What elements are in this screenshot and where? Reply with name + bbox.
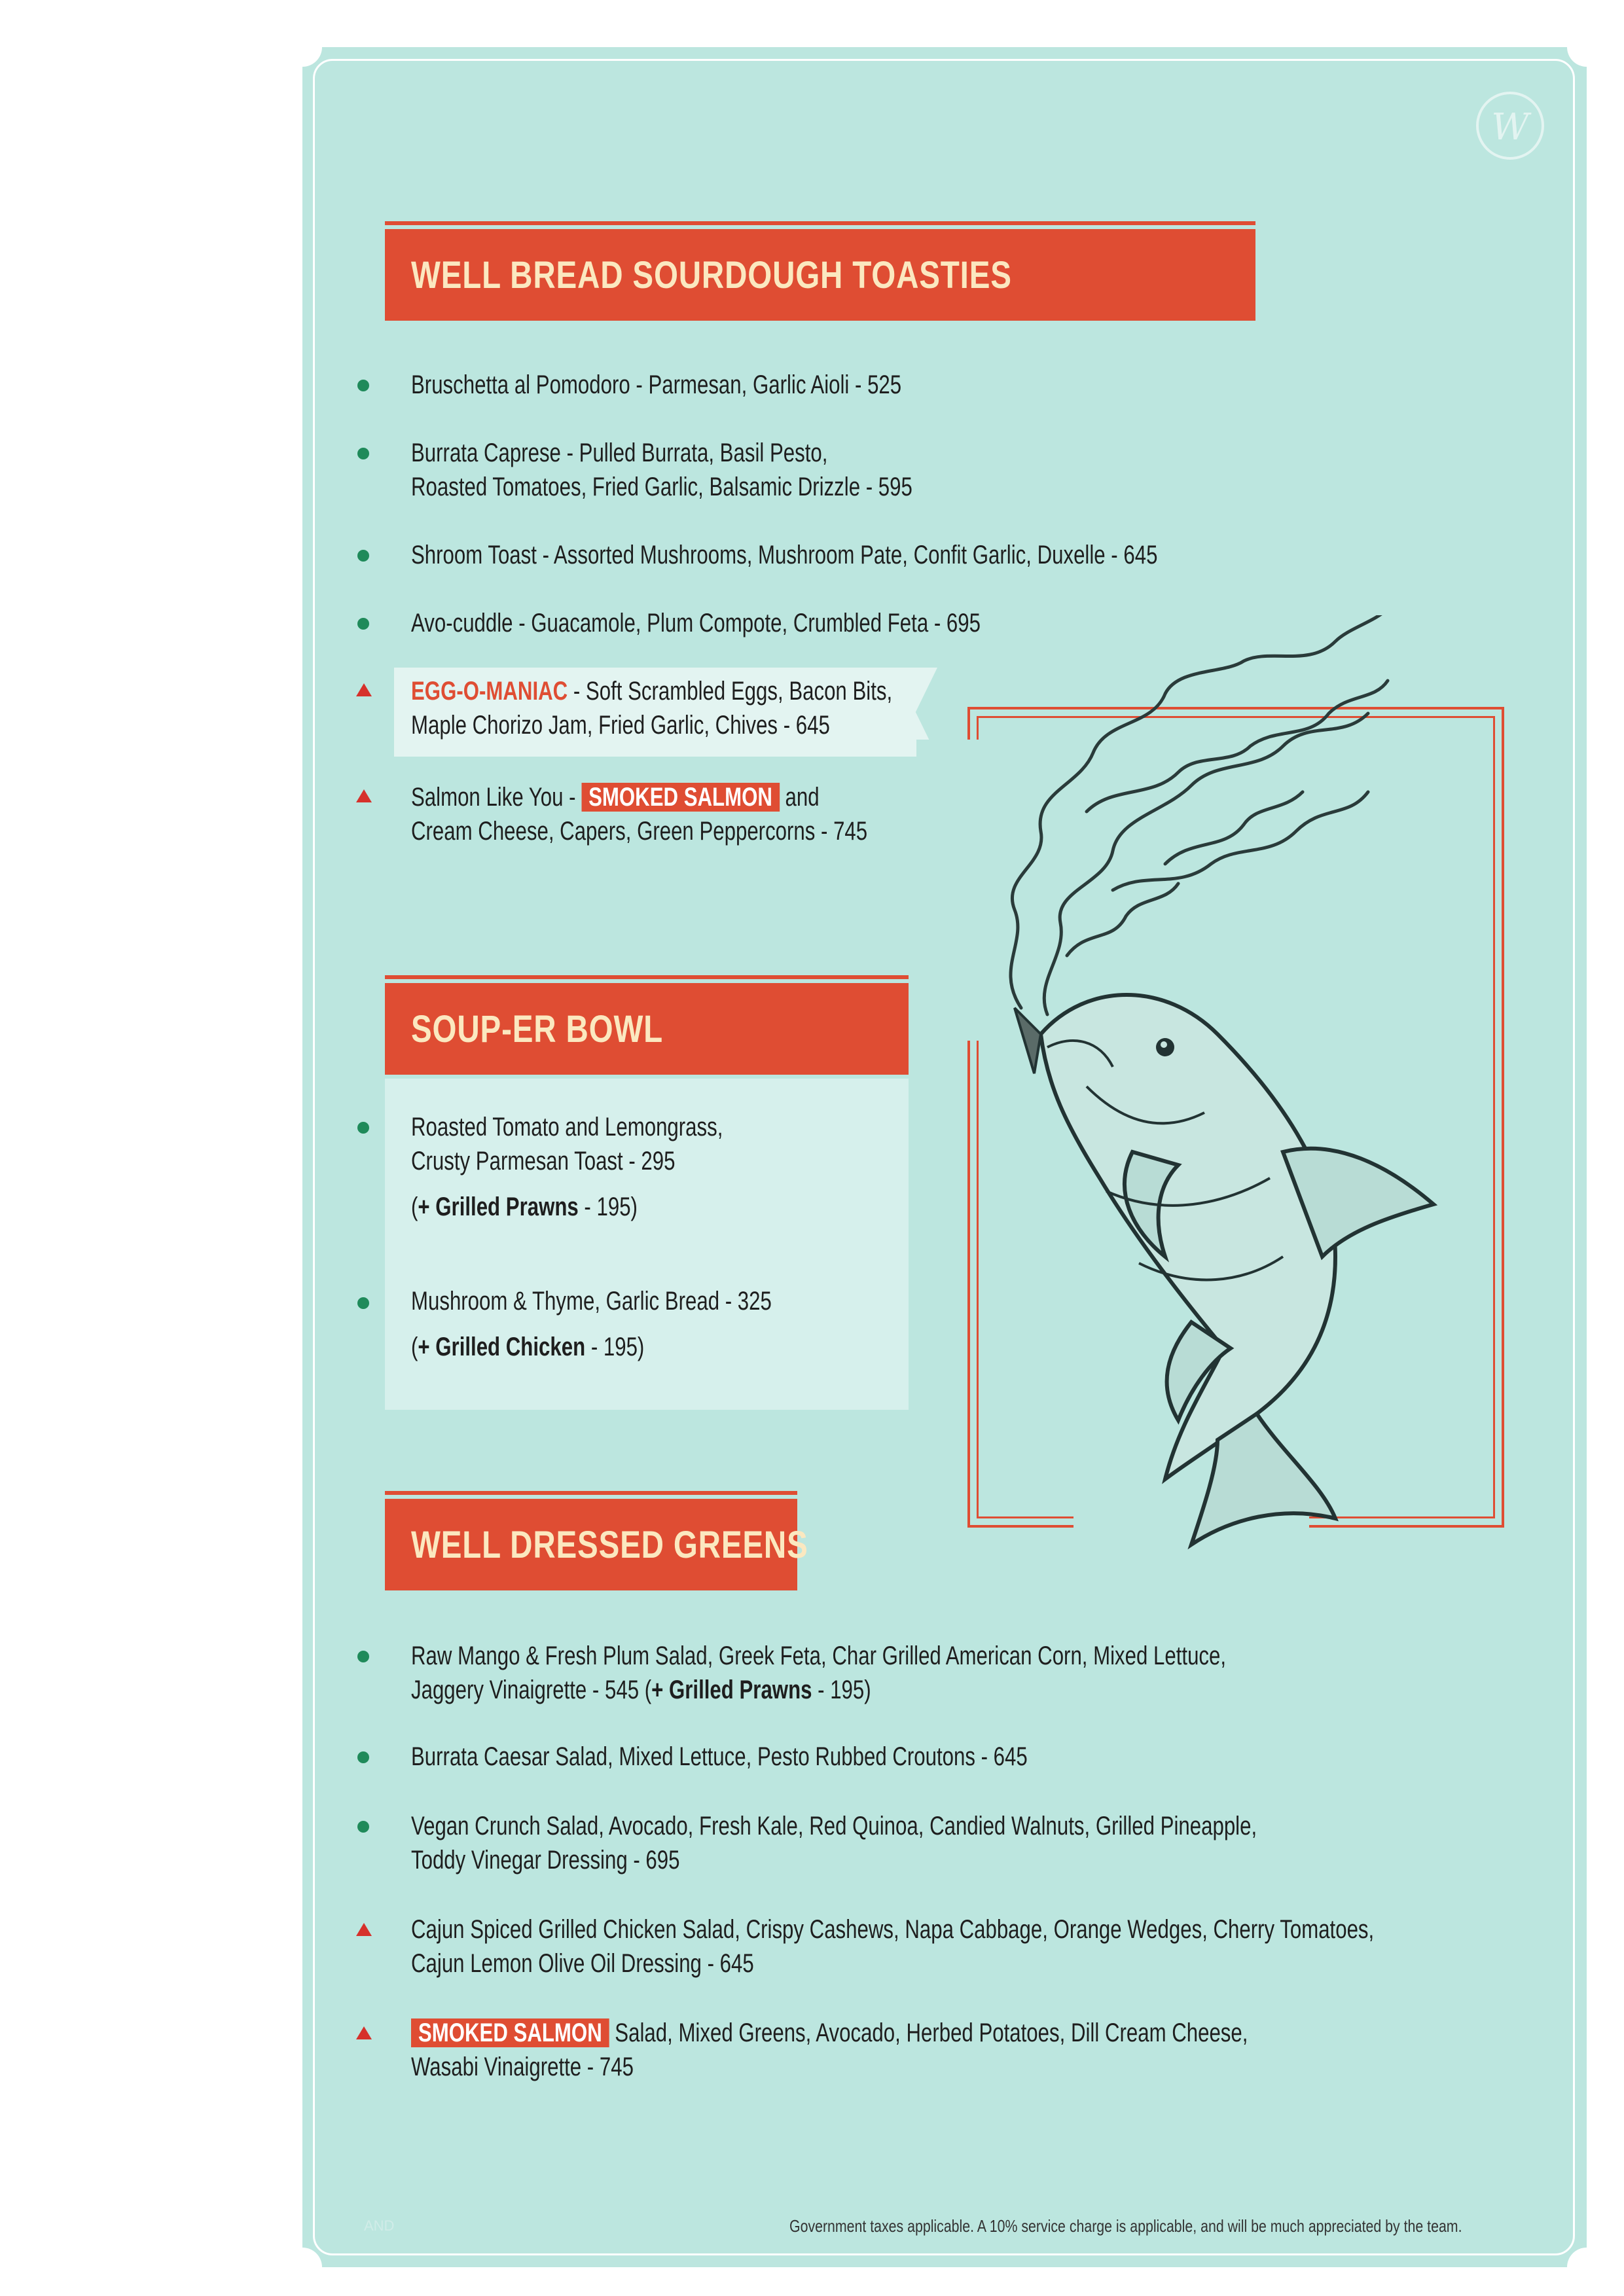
green-dot-icon (357, 1821, 369, 1833)
card-corner-notch (283, 2248, 322, 2287)
section-banner-greens (385, 1499, 808, 1590)
section-title: WELL DRESSED GREENS (411, 1523, 808, 1566)
red-triangle-icon (356, 683, 372, 696)
item-highlight: EGG-O-MANIAC (411, 677, 568, 706)
menu-item: Bruschetta al Pomodoro - Parmesan, Garlic Aioli - 525 (411, 370, 902, 399)
red-triangle-icon (356, 1923, 372, 1936)
menu-item: Burrata Caprese - Pulled Burrata, Basil Pesto, Roasted Tomatoes, Fried Garlic, Balsamic Drizzle - 595 (411, 439, 912, 501)
green-dot-icon (357, 1751, 369, 1763)
green-dot-icon (357, 1297, 369, 1309)
menu-item: Burrata Caesar Salad, Mixed Lettuce, Pesto Rubbed Croutons - 645 (411, 1742, 1028, 1771)
footer-note: Government taxes applicable. A 10% service charge is applicable, and will be much appreciated by the team. (789, 2216, 1462, 2236)
section-title: WELL BREAD SOURDOUGH TOASTIES (411, 253, 1012, 296)
card-corner-notch (1567, 27, 1606, 67)
menu-item: Cajun Spiced Grilled Chicken Salad, Crispy Cashews, Napa Cabbage, Orange Wedges, Cherry Tomatoes, Cajun Lemon Olive Oil Dressing - 645 (411, 1915, 1375, 1978)
menu-item: Mushroom & Thyme, Garlic Bread - 325 (+ Grilled Chicken - 195) (411, 1287, 772, 1361)
smoking-fish-illustration (916, 615, 1506, 1571)
section-title: SOUP-ER BOWL (411, 1007, 664, 1050)
green-dot-icon (357, 618, 369, 630)
card-corner-notch (283, 27, 322, 67)
item-highlight: SMOKED SALMON (581, 783, 780, 812)
menu-item: SMOKED SALMON Salad, Mixed Greens, Avocado, Herbed Potatoes, Dill Cream Cheese, Wasabi Vinaigrette - 745 (411, 2018, 1248, 2081)
green-dot-icon (357, 1651, 369, 1662)
card-corner-notch (1567, 2248, 1606, 2287)
menu-item: Salmon Like You - SMOKED SALMON and Cream Cheese, Capers, Green Peppercorns - 745 (411, 783, 868, 846)
green-dot-icon (357, 380, 369, 391)
section-banner-soup (385, 983, 909, 1075)
banner-top-rule (385, 975, 909, 979)
menu-item: Roasted Tomato and Lemongrass, Crusty Parmesan Toast - 295 (+ Grilled Prawns - 195) (411, 1113, 723, 1221)
item-highlight: SMOKED SALMON (411, 2018, 609, 2047)
banner-top-rule (385, 1491, 797, 1495)
menu-item: Avo-cuddle - Guacamole, Plum Compote, Crumbled Feta - 695 (411, 609, 981, 637)
menu-item: EGG-O-MANIAC - Soft Scrambled Eggs, Bacon Bits, Maple Chorizo Jam, Fried Garlic, Chives - 645 (411, 677, 893, 740)
banner-top-rule (385, 221, 1255, 225)
brand-logo: W (1476, 92, 1544, 160)
green-dot-icon (357, 448, 369, 459)
red-triangle-icon (356, 2026, 372, 2039)
faint-text: AND (364, 2217, 395, 2234)
menu-item: Shroom Toast - Assorted Mushrooms, Mushroom Pate, Confit Garlic, Duxelle - 645 (411, 541, 1158, 569)
menu-item: Vegan Crunch Salad, Avocado, Fresh Kale, Red Quinoa, Candied Walnuts, Grilled Pineapple, Toddy Vinegar Dressing - 695 (411, 1812, 1257, 1874)
red-triangle-icon (356, 789, 372, 802)
menu-item: Raw Mango & Fresh Plum Salad, Greek Feta, Char Grilled American Corn, Mixed Lettuce, Jaggery Vinaigrette - 545 (+ Grilled Prawns - 195) (411, 1641, 1227, 1704)
green-dot-icon (357, 550, 369, 562)
section-banner-toasties (385, 229, 1255, 321)
green-dot-icon (357, 1122, 369, 1134)
